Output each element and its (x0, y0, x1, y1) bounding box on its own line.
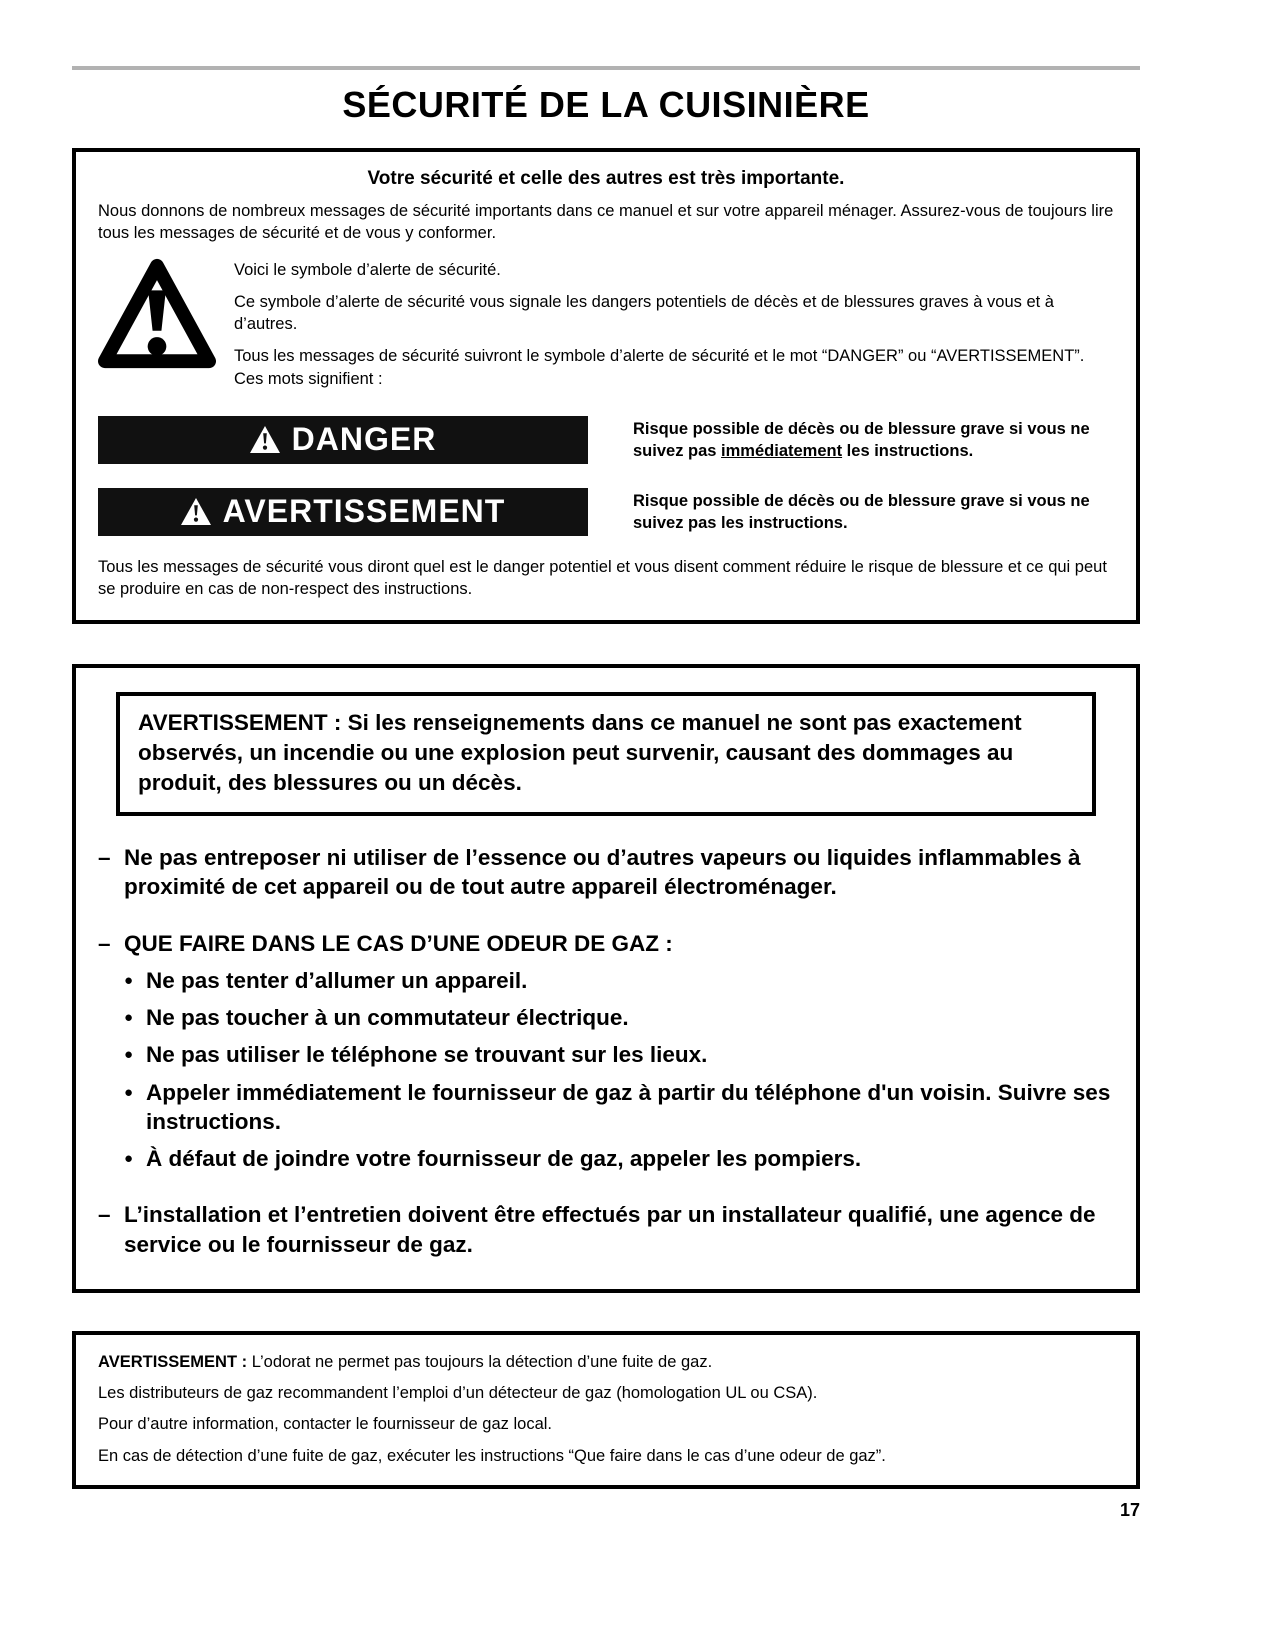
safety-alert-icon (98, 257, 216, 374)
note-bold-label: AVERTISSEMENT : (98, 1352, 248, 1371)
warning-item-gas-odor-heading: QUE FAIRE DANS LE CAS D’UNE ODEUR DE GAZ : (124, 930, 673, 956)
dash-marker: – (98, 1202, 111, 1228)
gas-step-text: À défaut de joindre votre fournisseur de gaz, appeler les pompiers. (146, 1146, 862, 1172)
warning-description: Risque possible de décès ou de blessure grave si vous ne suivez pas les instructions. (633, 491, 1090, 533)
list-item (124, 1003, 1114, 1032)
danger-description-pre: Risque possible de décès ou de blessure grave si vous ne suivez pas (633, 419, 1090, 461)
danger-description-underlined: immédiatement (721, 442, 843, 461)
list-item (124, 966, 1114, 995)
bullet-icon: ● (124, 1009, 134, 1027)
list-item (124, 1040, 1114, 1069)
danger-description-post: les instructions. (842, 442, 974, 461)
safety-intro-paragraph: Nous donnons de nombreux messages de sécurité importants dans ce manuel et sur votre appareil ménager. Assurez-vous de toujours lire tous les messages de sécurité et de vous y conformer. (98, 202, 1114, 243)
bullet-icon: ● (124, 1083, 134, 1101)
danger-signal-row (98, 416, 1114, 464)
note-line-1 (98, 1351, 1114, 1373)
list-item (124, 1144, 1114, 1173)
page-number: 17 (1119, 1500, 1140, 1520)
alert-symbol-row (98, 257, 1114, 390)
warning-item-installation (98, 1200, 1114, 1259)
safety-intro-footer: Tous les messages de sécurité vous diront quel est le danger potentiel et vous disent comment réduire le risque de blessure et ce qui peut se produire en cas de non-respect des instructions. (98, 557, 1107, 599)
bullet-icon: ● (124, 971, 134, 989)
gas-step-text: Ne pas toucher à un commutateur électrique. (146, 1005, 629, 1031)
warning-signal-row (98, 488, 1114, 536)
safety-intro-box (72, 148, 1140, 624)
gas-step-text: Ne pas tenter d’allumer un appareil. (146, 967, 528, 993)
bullet-icon: ● (124, 1150, 134, 1168)
warning-triangle-icon (250, 426, 280, 453)
warning-item-flammables (98, 843, 1114, 902)
danger-banner-label: DANGER (291, 421, 437, 458)
list-item (124, 1078, 1114, 1137)
alert-symbol-texts (234, 257, 1114, 390)
danger-description (633, 416, 1114, 463)
note-line-3: Pour d’autre information, contacter le fournisseur de gaz local. (98, 1415, 552, 1434)
main-warning-box (72, 664, 1140, 1293)
warning-item-gas-odor (98, 929, 1114, 958)
symbol-explanation: Ce symbole d’alerte de sécurité vous signale les dangers potentiels de décès et de blessures graves à vous et à d’autres. (234, 292, 1054, 334)
warning-headline-box: AVERTISSEMENT : Si les renseignements dans ce manuel ne sont pas exactement observés, un incendie ou une explosion peut survenir, causant des dommages au produit, des blessures ou un décès. (116, 692, 1096, 816)
warning-triangle-icon (181, 498, 211, 525)
warning-item-flammables-text: Ne pas entreposer ni utiliser de l’essence ou d’autres vapeurs ou liquides inflammables à proximité de cet appareil ou de tout autre appareil électroménager. (124, 845, 1081, 900)
gas-odor-steps-list (124, 966, 1114, 1174)
safety-intro-heading: Votre sécurité et celle des autres est très importante. (367, 168, 845, 189)
danger-banner (98, 416, 588, 464)
symbol-follow-note: Tous les messages de sécurité suivront le symbole d’alerte de sécurité et le mot “DANGER” ou “AVERTISSEMENT”. Ces mots signifient : (234, 347, 1085, 388)
gas-leak-note-box (72, 1331, 1140, 1489)
bullet-icon: ● (124, 1046, 134, 1064)
page-content (72, 0, 1140, 1489)
gas-step-text: Appeler immédiatement le fournisseur de gaz à partir du téléphone d'un voisin. Suivre ses instructions. (146, 1079, 1111, 1134)
note-line-1-rest: L’odorat ne permet pas toujours la détection d’une fuite de gaz. (247, 1352, 713, 1371)
note-line-4: En cas de détection d’une fuite de gaz, exécuter les instructions “Que faire dans le cas d’une odeur de gaz”. (98, 1446, 886, 1465)
warning-banner-label: AVERTISSEMENT (222, 493, 506, 530)
page-title: SÉCURITÉ DE LA CUISINIÈRE (342, 84, 870, 125)
gas-step-text: Ne pas utiliser le téléphone se trouvant sur les lieux. (146, 1042, 708, 1068)
dash-marker: – (98, 930, 111, 956)
warning-banner (98, 488, 588, 536)
warning-item-installation-text: L’installation et l’entretien doivent être effectués par un installateur qualifié, une agence de service ou le fournisseur de gaz. (124, 1202, 1096, 1257)
dash-marker: – (98, 845, 111, 871)
note-line-2: Les distributeurs de gaz recommandent l’emploi d’un détecteur de gaz (homologation UL ou CSA). (98, 1384, 818, 1403)
symbol-caption: Voici le symbole d’alerte de sécurité. (234, 260, 501, 279)
header-rule (72, 66, 1140, 70)
